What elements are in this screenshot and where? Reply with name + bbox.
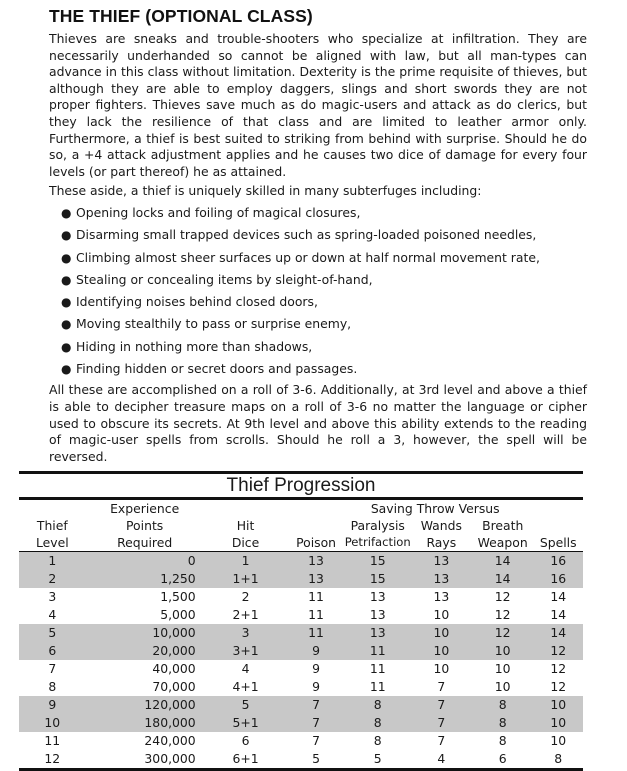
- skill-text: Stealing or concealing items by sleight-of-hand,: [76, 271, 373, 287]
- table-row: [19, 570, 583, 588]
- table-body: [19, 552, 583, 769]
- list-item: [61, 269, 587, 291]
- cell-poison: 13: [287, 570, 344, 588]
- cell-spells: 14: [550, 607, 567, 623]
- header-petrifaction: Petrifaction: [345, 534, 411, 552]
- cell-wands: 7: [411, 714, 472, 732]
- skills-list: [49, 202, 587, 380]
- bullet-icon: ●: [61, 250, 72, 265]
- cell-poison: 7: [287, 696, 344, 714]
- header-row: [19, 534, 583, 552]
- intro-paragraph: Thieves are sneaks and trouble-shooters who specialize at infiltration. They are necessarily underhanded so cannot be aligned with law, but all man-types can advance in this class without limitation. Dexterity is the prime requisite of thieves, but although they are able to employ daggers, slings and short swords they are not proper fighters. Thieves save much as do magic-users and attack as do clerics, but they lack the resilience of that class and are limited to leather armor only. Furthermore, a thief is best suited to striking from behind with surprise. Should he do so, a +4 attack adjustment applies and he causes two dice of damage for every four levels (or part thereof) he as attained.: [49, 31, 587, 179]
- cell-wands: 13: [411, 570, 472, 588]
- cell-level: 12: [44, 751, 61, 767]
- skill-text: Finding hidden or secret doors and passages.: [76, 361, 358, 377]
- header-spells: Spells: [533, 534, 583, 552]
- skill-text: Hiding in nothing more than shadows,: [76, 338, 313, 354]
- header-points: Points: [126, 518, 164, 534]
- closing-paragraph: All these are accomplished on a roll of 3-6. Additionally, at 3rd level and above a thief is able to decipher treasure maps on a roll of 3-6 no matter the language or cipher used to obscure its secrets. At 9th level and above this ability extends to the reading of magic-user spells from scrolls. Should he roll a 3, however, the spell will be reversed.: [49, 382, 587, 464]
- cell-hit-dice: 1: [204, 552, 288, 571]
- cell-paralysis: 13: [369, 589, 386, 605]
- header-hit: Hit: [236, 518, 255, 534]
- bullet-icon: ●: [61, 228, 72, 243]
- cell-experience: 0: [86, 552, 204, 571]
- table-row: [19, 696, 583, 714]
- list-item: [61, 313, 587, 335]
- header-wands: Wands: [420, 518, 462, 534]
- skill-text: Disarming small trapped devices such as spring-loaded poisoned needles,: [76, 227, 537, 243]
- cell-wands: 10: [411, 642, 472, 660]
- cell-breath: 10: [494, 679, 511, 695]
- cell-wands: 10: [433, 607, 450, 623]
- skill-text: Identifying noises behind closed doors,: [76, 294, 318, 310]
- cell-experience: 1,500: [160, 589, 196, 605]
- cell-spells: 12: [550, 679, 567, 695]
- table-row: [19, 732, 583, 750]
- cell-wands: 10: [433, 661, 450, 677]
- cell-breath: 8: [498, 733, 507, 749]
- cell-hit-dice: 4: [241, 661, 250, 677]
- table-row: [19, 624, 583, 642]
- cell-hit-dice: 2: [241, 589, 250, 605]
- header-rays: Rays: [411, 534, 472, 552]
- cell-breath: 8: [472, 696, 534, 714]
- cell-hit-dice: 6+1: [232, 751, 259, 767]
- bullet-icon: ●: [61, 295, 72, 310]
- list-item: [61, 224, 587, 246]
- cell-paralysis: 8: [345, 714, 411, 732]
- cell-breath: 12: [472, 624, 534, 642]
- cell-level: 10: [19, 714, 86, 732]
- cell-paralysis: 13: [345, 624, 411, 642]
- cell-breath: 6: [498, 751, 507, 767]
- cell-hit-dice: 4+1: [232, 679, 259, 695]
- table-title: Thief Progression: [226, 475, 376, 497]
- cell-spells: 14: [550, 589, 567, 605]
- cell-experience: 10,000: [86, 624, 204, 642]
- cell-poison: 9: [312, 679, 321, 695]
- cell-wands: 4: [437, 751, 446, 767]
- cell-hit-dice: 5: [204, 696, 288, 714]
- list-item: [61, 336, 587, 358]
- cell-paralysis: 8: [345, 696, 411, 714]
- table-row: [19, 588, 583, 606]
- cell-wands: 13: [411, 552, 472, 571]
- skills-lead-paragraph: These aside, a thief is uniquely skilled in many subterfuges including:: [49, 183, 482, 199]
- cell-wands: 7: [437, 733, 446, 749]
- cell-experience: 120,000: [86, 696, 204, 714]
- table-row: [19, 660, 583, 678]
- bullet-icon: ●: [61, 362, 72, 377]
- table-row: [19, 678, 583, 696]
- cell-paralysis: 15: [345, 570, 411, 588]
- skill-text: Climbing almost sheer surfaces up or down at half normal movement rate,: [76, 249, 540, 265]
- table-row: [19, 750, 583, 768]
- cell-breath: 10: [472, 642, 534, 660]
- header-dice: Dice: [204, 534, 288, 552]
- cell-experience: 180,000: [86, 714, 204, 732]
- cell-breath: 12: [494, 589, 511, 605]
- cell-breath: 14: [472, 552, 534, 571]
- table-row: [19, 552, 583, 571]
- cell-spells: 16: [533, 552, 583, 571]
- table-row: [19, 606, 583, 624]
- header-row: [19, 500, 583, 517]
- header-required: Required: [86, 534, 204, 552]
- cell-poison: 11: [308, 607, 324, 623]
- cell-poison: 7: [287, 714, 344, 732]
- cell-experience: 40,000: [152, 661, 196, 677]
- cell-poison: 9: [287, 642, 344, 660]
- cell-level: 7: [48, 661, 57, 677]
- cell-paralysis: 11: [369, 679, 386, 695]
- cell-poison: 9: [312, 661, 321, 677]
- cell-poison: 7: [312, 733, 321, 749]
- cell-breath: 12: [494, 607, 511, 623]
- cell-paralysis: 13: [369, 607, 386, 623]
- header-saving-throw: Saving Throw Versus: [370, 501, 500, 517]
- header-weapon: Weapon: [472, 534, 534, 552]
- cell-experience: 70,000: [152, 679, 196, 695]
- header-level: Level: [19, 534, 86, 552]
- bullet-icon: ●: [61, 339, 72, 354]
- cell-poison: 11: [287, 624, 344, 642]
- bullet-icon: ●: [61, 317, 72, 332]
- cell-spells: 12: [533, 642, 583, 660]
- cell-experience: 240,000: [144, 733, 196, 749]
- cell-spells: 10: [533, 714, 583, 732]
- cell-level: 9: [19, 696, 86, 714]
- cell-wands: 13: [433, 589, 450, 605]
- cell-breath: 10: [494, 661, 511, 677]
- cell-experience: 20,000: [86, 642, 204, 660]
- section-heading: THE THIEF (OPTIONAL CLASS): [49, 6, 313, 26]
- list-item: [61, 247, 587, 269]
- cell-spells: 14: [533, 624, 583, 642]
- cell-experience: 5,000: [160, 607, 196, 623]
- cell-wands: 7: [411, 696, 472, 714]
- bullet-icon: ●: [61, 205, 72, 220]
- cell-poison: 11: [308, 589, 324, 605]
- list-item: [61, 202, 587, 224]
- cell-paralysis: 11: [345, 642, 411, 660]
- cell-hit-dice: 6: [241, 733, 250, 749]
- cell-experience: 300,000: [144, 751, 196, 767]
- cell-experience: 1,250: [86, 570, 204, 588]
- cell-hit-dice: 3: [204, 624, 288, 642]
- table-row: [19, 714, 583, 732]
- cell-spells: 8: [554, 751, 563, 767]
- cell-paralysis: 11: [369, 661, 386, 677]
- progression-table: [19, 500, 583, 768]
- cell-level: 1: [19, 552, 86, 571]
- cell-breath: 8: [472, 714, 534, 732]
- cell-hit-dice: 1+1: [204, 570, 288, 588]
- cell-spells: 10: [533, 696, 583, 714]
- cell-level: 4: [48, 607, 57, 623]
- cell-wands: 7: [437, 679, 446, 695]
- cell-level: 8: [48, 679, 57, 695]
- cell-level: 3: [48, 589, 57, 605]
- thief-progression-table: [19, 471, 583, 771]
- list-item: [61, 358, 587, 380]
- cell-hit-dice: 2+1: [232, 607, 259, 623]
- cell-breath: 14: [472, 570, 534, 588]
- cell-spells: 16: [533, 570, 583, 588]
- header-poison: Poison: [287, 534, 344, 552]
- cell-level: 5: [19, 624, 86, 642]
- header-paralysis: Paralysis: [350, 518, 405, 534]
- cell-level: 6: [19, 642, 86, 660]
- skill-text: Opening locks and foiling of magical closures,: [76, 204, 361, 220]
- cell-paralysis: 5: [373, 751, 382, 767]
- header-thief: Thief: [36, 518, 68, 534]
- skill-text: Moving stealthily to pass or surprise enemy,: [76, 316, 352, 332]
- header-experience: Experience: [110, 501, 180, 517]
- cell-paralysis: 8: [373, 733, 382, 749]
- cell-poison: 5: [312, 751, 321, 767]
- cell-wands: 10: [411, 624, 472, 642]
- cell-poison: 13: [287, 552, 344, 571]
- bullet-icon: ●: [61, 272, 72, 287]
- header-row: [19, 517, 583, 534]
- list-item: [61, 291, 587, 313]
- table-row: [19, 642, 583, 660]
- cell-level: 2: [19, 570, 86, 588]
- cell-hit-dice: 5+1: [204, 714, 288, 732]
- cell-hit-dice: 3+1: [204, 642, 288, 660]
- header-breath: Breath: [482, 518, 524, 534]
- cell-spells: 10: [550, 733, 567, 749]
- cell-paralysis: 15: [345, 552, 411, 571]
- cell-spells: 12: [550, 661, 567, 677]
- cell-level: 11: [44, 733, 61, 749]
